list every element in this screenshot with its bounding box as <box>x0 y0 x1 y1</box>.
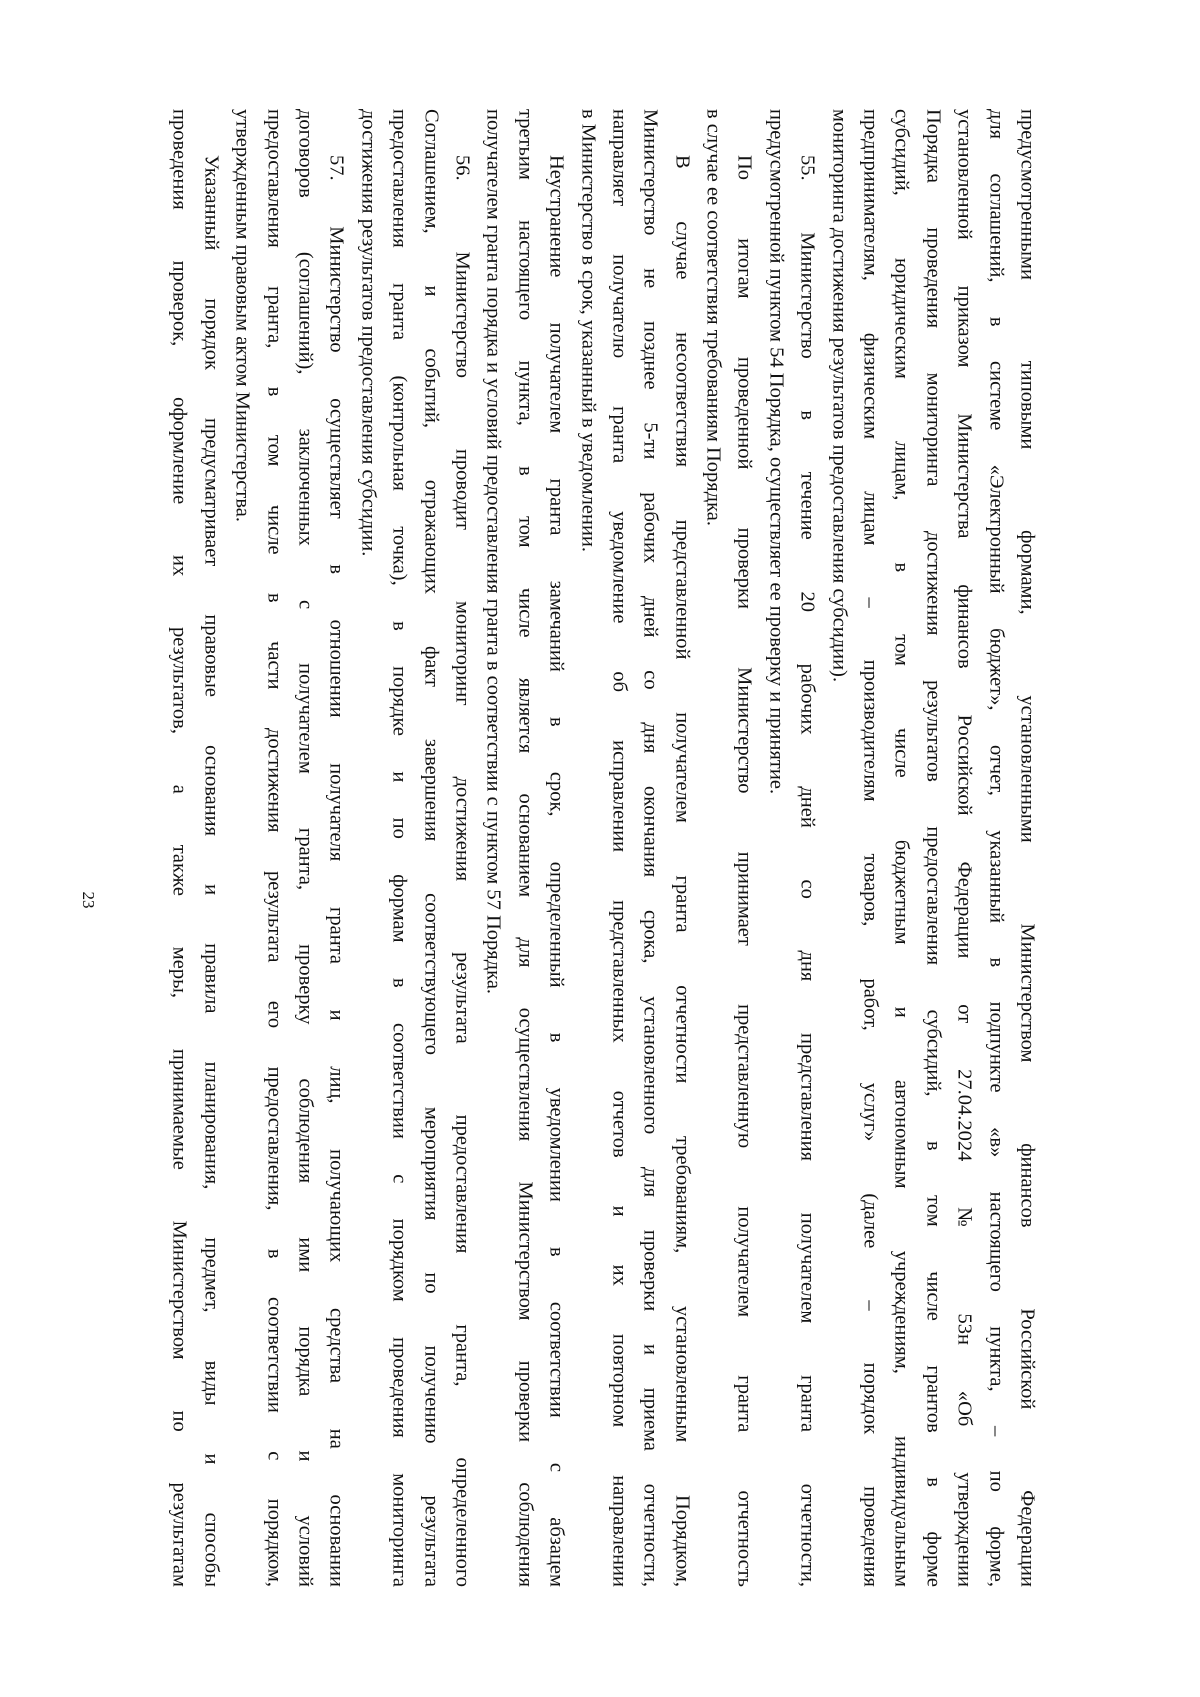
text-line: утвержденным правовым актом Министерства. <box>231 109 254 522</box>
text-line: договоров (соглашений), заключенных с получателем гранта, проверку соблюдения ими порядка и условий <box>294 109 317 1587</box>
text-line: получателем гранта порядка и условий предоставления гранта в соответствии с пунктом 57 Порядка. <box>482 109 505 995</box>
text-line: В случае несоответствия представленной получателем гранта отчетности требованиям, установленным Порядком, <box>671 155 694 1587</box>
text-line: Министерство не позднее 5-ти рабочих дней со дня окончания срока, установленного для проверки и приема отчетности, <box>639 109 662 1587</box>
text-line: в Министерство в срок, указанный в уведомлении. <box>577 109 600 553</box>
text-line: предоставления гранта (контрольная точка), в порядке и по формам в соответствии с порядком проведения мониторинга <box>388 109 411 1587</box>
text-line: в случае ее соответствия требованиям Порядка. <box>702 109 725 527</box>
text-line: Указанный порядок предусматривает правовые основания и правила планирования, предмет, виды и способы <box>200 155 223 1587</box>
text-line: мониторинга достижения результатов предоставления субсидии). <box>828 109 851 683</box>
page-body <box>158 109 1043 1587</box>
text-line: предоставления гранта, в том числе в части достижения результата его предоставления, в соответствии с порядком, <box>263 109 286 1587</box>
text-line: 55. Министерство в течение 20 рабочих дней со дня представления получателем гранта отчетности, <box>796 155 819 1587</box>
text-line: Порядка проведения мониторинга достижения результатов предоставления субсидий, в том числе грантов в форме <box>922 109 945 1587</box>
text-line: направляет получателю гранта уведомление об исправлении представленных отчетов и их повторном направлении <box>608 109 631 1587</box>
text-line: проведения проверок, оформление их результатов, а также меры, принимаемые Министерством по результатам <box>168 109 191 1587</box>
text-line: предусмотренной пунктом 54 Порядка, осуществляет ее проверку и принятие. <box>765 109 788 795</box>
text-line: для соглашений, в системе «Электронный бюджет», отчет, указанный в подпункте «в» настоящего пункта, – по форме, <box>985 109 1008 1587</box>
text-line: установленной приказом Министерства финансов Российской Федерации от 27.04.2024 № 53н «Об утверждении <box>953 109 976 1587</box>
page-number: 23 <box>79 891 98 909</box>
text-line: По итогам проведенной проверки Министерство принимает представленную получателем гранта отчетность <box>733 155 756 1587</box>
text-line: Неустранение получателем гранта замечаний в срок, определенный в уведомлении в соответствии с абзацем <box>545 155 568 1587</box>
text-line: предпринимателям, физическим лицам – производителям товаров, работ, услуг» (далее – порядок проведения <box>859 109 882 1587</box>
text-line: 56. Министерство проводит мониторинг достижения результата предоставления гранта, определенного <box>451 155 474 1587</box>
text-line: субсидий, юридическим лицам, в том числе бюджетным и автономным учреждениям, индивидуальным <box>890 109 913 1587</box>
text-line: достижения результатов предоставления субсидии. <box>357 109 380 557</box>
text-line: 57. Министерство осуществляет в отношении получателя гранта и лиц, получающих средства на основании <box>325 155 348 1587</box>
text-line: Соглашением, и событий, отражающих факт завершения соответствующего мероприятия по получению результата <box>420 109 443 1587</box>
text-line: предусмотренными типовыми формами, установленными Министерством финансов Российской Федерации <box>1016 109 1039 1587</box>
text-line: третьим настоящего пункта, в том числе является основанием для осуществления Министерством проверки соблюдения <box>514 109 537 1587</box>
body-text <box>158 109 1043 1587</box>
